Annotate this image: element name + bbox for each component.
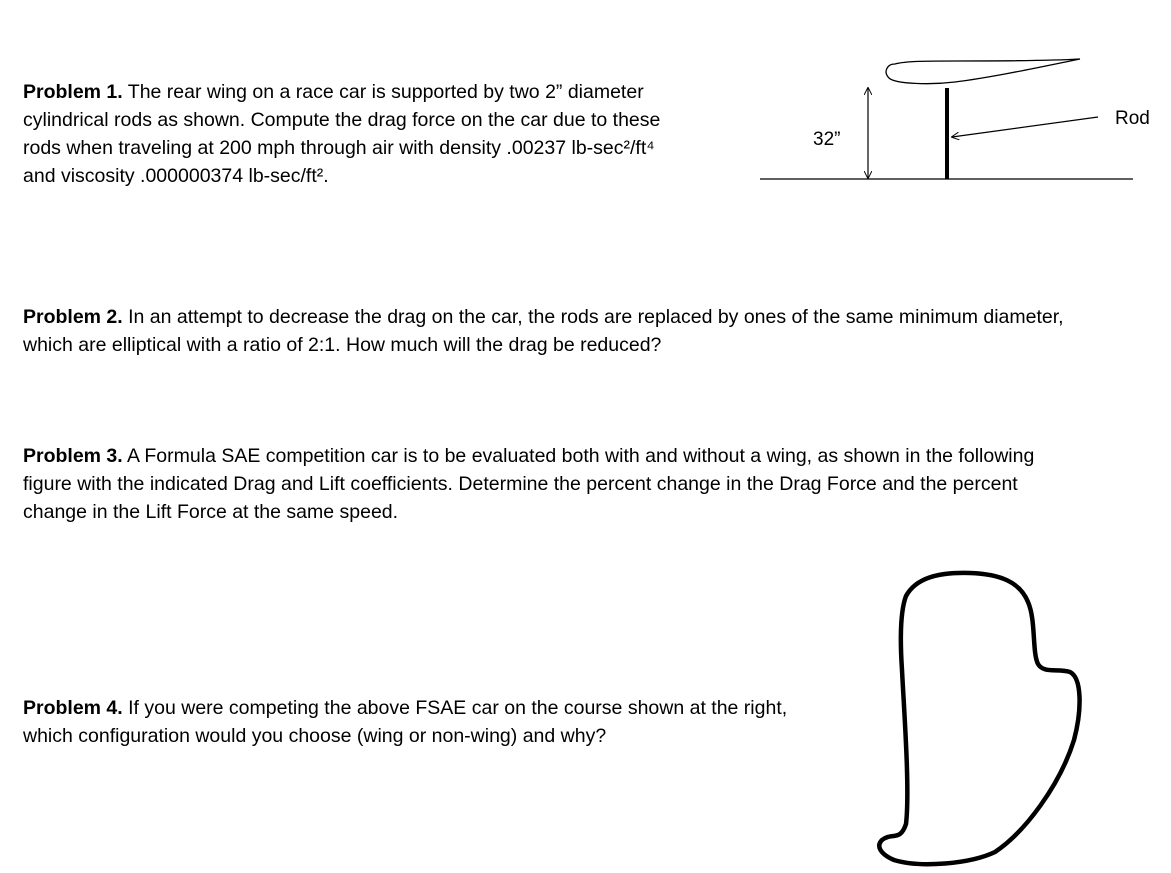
track-outline [879, 573, 1079, 864]
problem-3-line-2: figure with the indicated Drag and Lift coefficients. Determine the percent change in the Drag Force and the percent [23, 473, 1018, 495]
problem-1 [23, 78, 660, 190]
problem-4-label: Problem 4. [23, 697, 123, 719]
rod-leader-arrow [952, 117, 1098, 137]
problem-1-line-4: and viscosity .000000374 lb-sec/ft². [23, 165, 329, 187]
problem-1-line-3: rods when traveling at 200 mph through air with density .00237 lb-sec²/ft⁴ [23, 137, 655, 159]
problem-2-text-1: In an attempt to decrease the drag on the car, the rods are replaced by ones of the same minimum diameter, [128, 306, 1064, 328]
problem-2 [23, 303, 1064, 359]
problem-3-label: Problem 3. [23, 445, 123, 467]
problem-4-text-1: If you were competing the above FSAE car on the course shown at the right, [128, 697, 788, 719]
problem-1-line-2: cylindrical rods as shown. Compute the drag force on the car due to these [23, 109, 661, 131]
problem-4-line-1 [23, 694, 787, 722]
problem-3-line-3: change in the Lift Force at the same speed. [23, 501, 399, 523]
problem-1-label: Problem 1. [23, 81, 123, 103]
problem-4-line-2: which configuration would you choose (wing or non-wing) and why? [23, 725, 607, 747]
problem-2-line-1 [23, 303, 1064, 331]
problem-3-text-1: A Formula SAE competition car is to be evaluated both with and without a wing, as shown in the following [127, 445, 1035, 467]
problem-1-text-1: The rear wing on a race car is supported by two 2” diameter [127, 81, 644, 103]
problem-2-line-2: which are elliptical with a ratio of 2:1. How much will the drag be reduced? [23, 334, 662, 356]
problem-3 [23, 442, 1034, 526]
rod-label: Rod [1115, 108, 1150, 129]
height-label: 32” [813, 129, 841, 150]
problem-3-line-1 [23, 442, 1034, 470]
race-course-track [860, 560, 1100, 870]
airfoil-wing [886, 59, 1080, 84]
rear-wing-diagram [755, 50, 1150, 190]
problem-4 [23, 694, 787, 750]
problem-1-line-1 [23, 78, 660, 106]
problem-2-label: Problem 2. [23, 306, 123, 328]
